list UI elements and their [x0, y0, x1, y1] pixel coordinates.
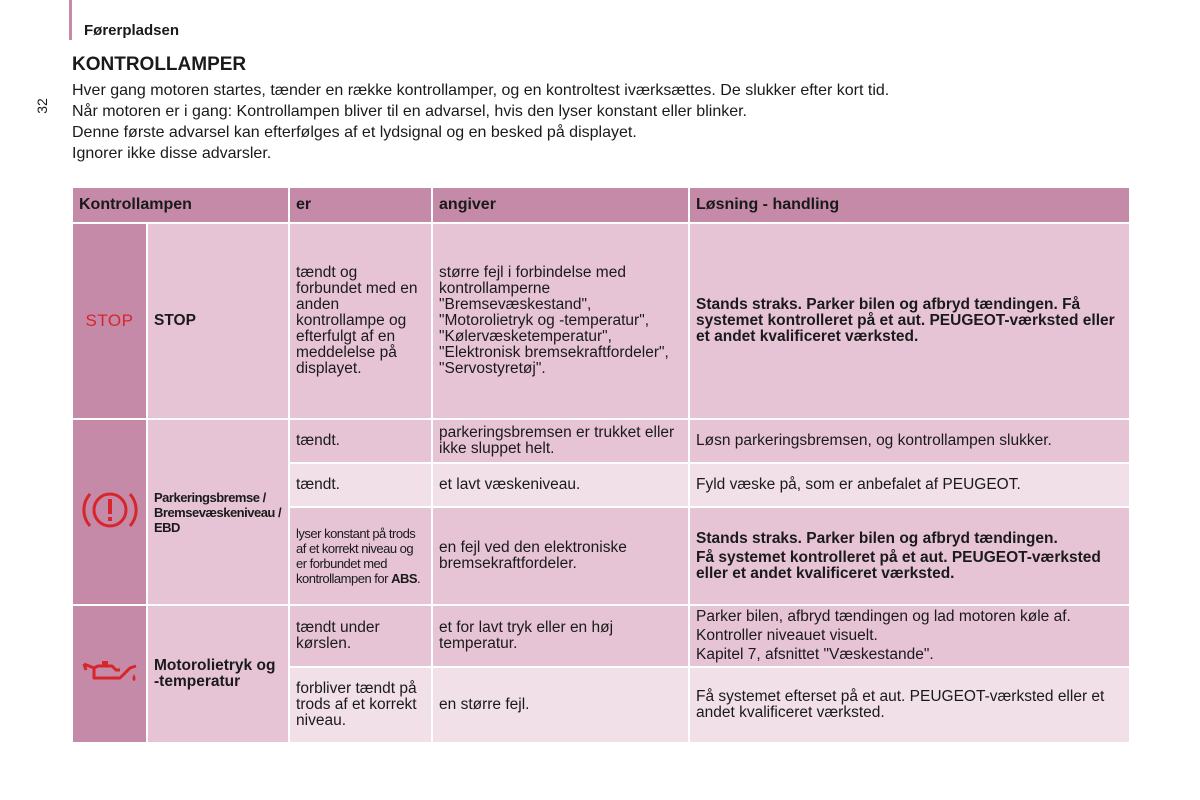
warning-lamps-table: [71, 186, 1131, 744]
brake-icon-cell: [72, 419, 147, 605]
state-text: lyser konstant på trods af et korrekt niveau og er forbundet med kontrollampen for: [296, 526, 416, 586]
page-number: 32: [33, 98, 50, 114]
section-title: Førerpladsen: [84, 22, 180, 39]
solution-cell: [689, 605, 1130, 667]
intro-line: Når motoren er i gang: Kontrollampen bliver til en advarsel, hvis den lyser konstant eller blinker.: [72, 103, 747, 120]
lamp-name: Parkeringsbremse / Bremsevæskeniveau / EBD: [147, 419, 289, 605]
page-title: KONTROLLAMPER: [72, 54, 247, 75]
header-accent-bar: [69, 0, 72, 40]
solution-line: Kapitel 7, afsnittet "Væskestande".: [696, 646, 934, 663]
intro-text: [72, 80, 889, 164]
state-cell: tændt.: [289, 419, 432, 463]
solution-cell: Stands straks. Parker bilen og afbryd tændingen. Få systemet kontrolleret på et aut. PEUGEOT-værksted eller et andet kvalificeret værksted.: [689, 223, 1130, 419]
header-angiver: angiver: [432, 187, 689, 223]
oil-icon-cell: [72, 605, 147, 743]
state-cell: [289, 507, 432, 605]
state-text-end: .: [417, 571, 421, 586]
header-kontrollampen: Kontrollampen: [72, 187, 289, 223]
solution-line: Parker bilen, afbryd tændingen og lad motoren køle af.: [696, 608, 1071, 625]
table-row: [72, 605, 1130, 667]
lamp-name: Motorolietryk og -temperatur: [147, 605, 289, 743]
oil-can-icon: [80, 652, 140, 692]
solution-line: Kontroller niveauet visuelt.: [696, 627, 878, 644]
indicates-cell: parkeringsbremsen er trukket eller ikke sluppet helt.: [432, 419, 689, 463]
solution-cell: Løsn parkeringsbremsen, og kontrollampen slukker.: [689, 419, 1130, 463]
solution-cell: [689, 507, 1130, 605]
lamp-name: STOP: [147, 223, 289, 419]
header-losning: Løsning - handling: [689, 187, 1130, 223]
solution-line: Stands straks. Parker bilen og afbryd tændingen.: [696, 529, 1058, 547]
brake-warning-icon: [78, 483, 142, 537]
state-cell: forbliver tændt på trods af et korrekt niveau.: [289, 667, 432, 743]
intro-line: Denne første advarsel kan efterfølges af et lydsignal og en besked på displayet.: [72, 124, 637, 141]
table-header-row: [72, 187, 1130, 223]
intro-line: Ignorer ikke disse advarsler.: [72, 145, 272, 162]
indicates-cell: et lavt væskeniveau.: [432, 463, 689, 507]
abs-label: ABS: [391, 571, 418, 586]
indicates-cell: et for lavt tryk eller en høj temperatur.: [432, 605, 689, 667]
solution-cell: Få systemet efterset på et aut. PEUGEOT-værksted eller et andet kvalificeret værksted.: [689, 667, 1130, 743]
stop-icon: STOP: [85, 310, 134, 330]
header-er: er: [289, 187, 432, 223]
intro-line: Hver gang motoren startes, tænder en række kontrollamper, og en kontroltest iværksættes. De slukker efter kort tid.: [72, 82, 890, 99]
indicates-cell: større fejl i forbindelse med kontrollamperne "Bremsevæskestand", "Motorolietryk og -temperatur", "Kølervæsketemperatur", "Elektronisk bremsekraftfordeler", "Servostyretøj".: [432, 223, 689, 419]
stop-icon-cell: [72, 223, 147, 419]
table-row: [72, 223, 1130, 419]
indicates-cell: en større fejl.: [432, 667, 689, 743]
state-cell: tændt under kørslen.: [289, 605, 432, 667]
indicates-cell: en fejl ved den elektroniske bremsekraftfordeler.: [432, 507, 689, 605]
table-row: [72, 419, 1130, 463]
state-cell: tændt.: [289, 463, 432, 507]
solution-line: Få systemet kontrolleret på et aut. PEUGEOT-værksted eller et andet kvalificeret værksted.: [696, 548, 1101, 582]
solution-cell: Fyld væske på, som er anbefalet af PEUGEOT.: [689, 463, 1130, 507]
state-cell: tændt og forbundet med en anden kontrollampe og efterfulgt af en meddelelse på displayet.: [289, 223, 432, 419]
